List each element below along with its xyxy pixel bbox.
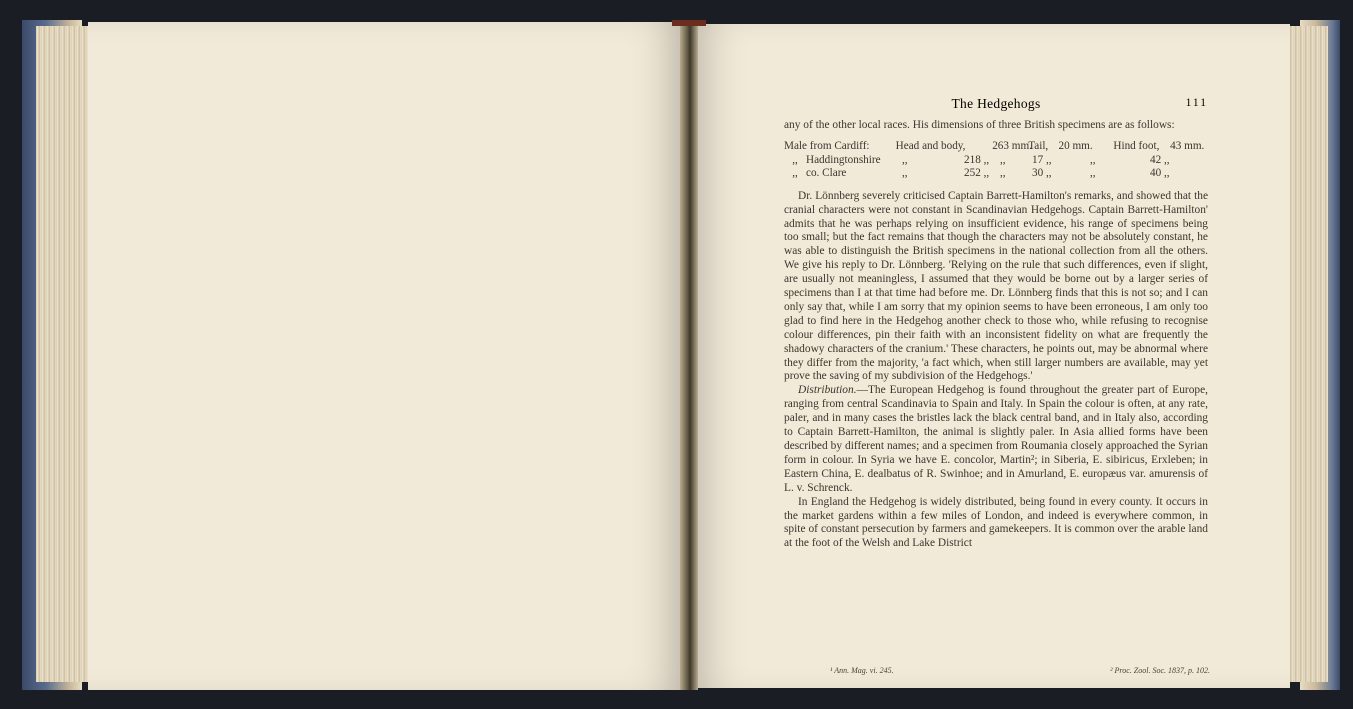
- book-gutter: [680, 22, 698, 690]
- measurement-foot-label: ,,: [1090, 153, 1096, 166]
- measurement-tail: 30 ,,: [1032, 167, 1052, 180]
- measurement-row: [784, 140, 1208, 154]
- measurement-head-label: Head and body,: [895, 139, 966, 152]
- spine-headband: [672, 20, 706, 26]
- intro-text: any of the other local races. His dimensions of three British specimens are as follows:: [784, 119, 1175, 131]
- left-page-edges: [36, 26, 94, 682]
- footnote-2: ² Proc. Zool. Soc. 1837, p. 102.: [1110, 666, 1210, 675]
- measurement-tail-label: ,,: [1000, 153, 1006, 166]
- measurement-head: 252 ,,: [964, 167, 990, 180]
- measurement-foot-label: Hind foot,: [1113, 139, 1160, 152]
- measurement-row: [784, 167, 1208, 181]
- measurement-foot-label: ,,: [1090, 167, 1096, 180]
- measurement-lead: ,,: [792, 167, 798, 180]
- measurement-foot: 40 ,,: [1150, 167, 1170, 180]
- right-page-edges: [1284, 26, 1328, 682]
- measurement-row: [784, 154, 1208, 168]
- measurements-table: [784, 140, 1208, 181]
- measurement-place: Haddingtonshire: [806, 153, 881, 166]
- measurement-lead: ,,: [792, 153, 798, 166]
- measurement-tail-label: ,,: [1000, 167, 1006, 180]
- footnotes: [830, 666, 1210, 675]
- measurement-tail-label: Tail,: [1028, 139, 1049, 152]
- page-title: The Hedgehogs: [951, 96, 1041, 111]
- footnote-1: ¹ Ann. Mag. vi. 245.: [830, 666, 894, 675]
- running-header: [784, 96, 1208, 112]
- measurement-lead: Male from Cardiff:: [784, 139, 870, 152]
- measurement-tail: 17 ,,: [1032, 153, 1052, 166]
- distribution-heading: Distribution.: [798, 384, 857, 397]
- measurement-foot: 42 ,,: [1150, 153, 1170, 166]
- paragraph-distribution: [784, 384, 1208, 495]
- paragraph-lonnberg: Dr. Lönnberg severely criticised Captain Barrett-Hamilton's remarks, and showed that the cranial characters were not constant in Scandinavian Hedgehogs. Captain Barrett-Hamilton' admits that he was perhaps relying on insufficient evidence, his range of specimens being too small; but the fact remains that though the characters may not be absolutely constant, he was able to distinguish the British specimens in the national collection from all the others. We give his reply to Dr. Lönnberg. 'Relying on the rule that such differences, even if slight, are usually not meaningless, I assumed that they would be borne out by a larger series of specimens than I at that time had before me. Dr. Lönnberg finds that this is not so; and I can only say that, while I am sorry that my opinion seems to have been erroneous, I am only too glad to find here in the Hedgehog another check to those who, while refusing to recognise colour differences, pin their faith with an inconsistent fidelity on what are frequently the shadowy characters of the cranium.' These characters, he points out, may be abnormal where they differ from the majority, 'a fact which, when still larger numbers are available, may yet prove the saving of my subdivision of the Hedgehogs.': [784, 189, 1208, 383]
- paragraph-england: In England the Hedgehog is widely distributed, being found in every county. It occurs in the market gardens within a few miles of London, and indeed is everywhere common, in spite of constant persecution by farmers and gamekeepers. It is common over the arable land at the foot of the Welsh and Lake District: [784, 495, 1208, 550]
- measurement-head-label: ,,: [902, 153, 908, 166]
- measurement-foot: 43 mm.: [1170, 139, 1205, 152]
- page-number: 111: [1185, 97, 1208, 109]
- distribution-text: —The European Hedgehog is found throughout the greater part of Europe, ranging from central Scandinavia to Spain and Italy. In Spain the colour is often, at any rate, paler, and in many cases the bristles lack the black central band, and in Italy also, according to Captain Barrett-Hamilton, the animal is slightly paler. In Asia allied forms have been described by different names; and a specimen from Roumania closely approached the Syrian form in colour. In Syria we have E. concolor, Martin²; in Siberia, E. sibiricus, Erxleben; in Eastern China, E. dealbatus of R. Swinhoe; and in Amurland, E. europæus var. amurensis of L. v. Schrenck.: [784, 384, 1208, 494]
- left-blank-page: [88, 22, 682, 690]
- measurement-place: co. Clare: [806, 167, 847, 180]
- measurement-head: 218 ,,: [964, 153, 990, 166]
- measurement-head-label: ,,: [902, 167, 908, 180]
- measurement-head: 263 mm.: [992, 139, 1032, 152]
- measurement-tail: 20 mm.: [1058, 139, 1093, 152]
- page-body: [784, 119, 1208, 551]
